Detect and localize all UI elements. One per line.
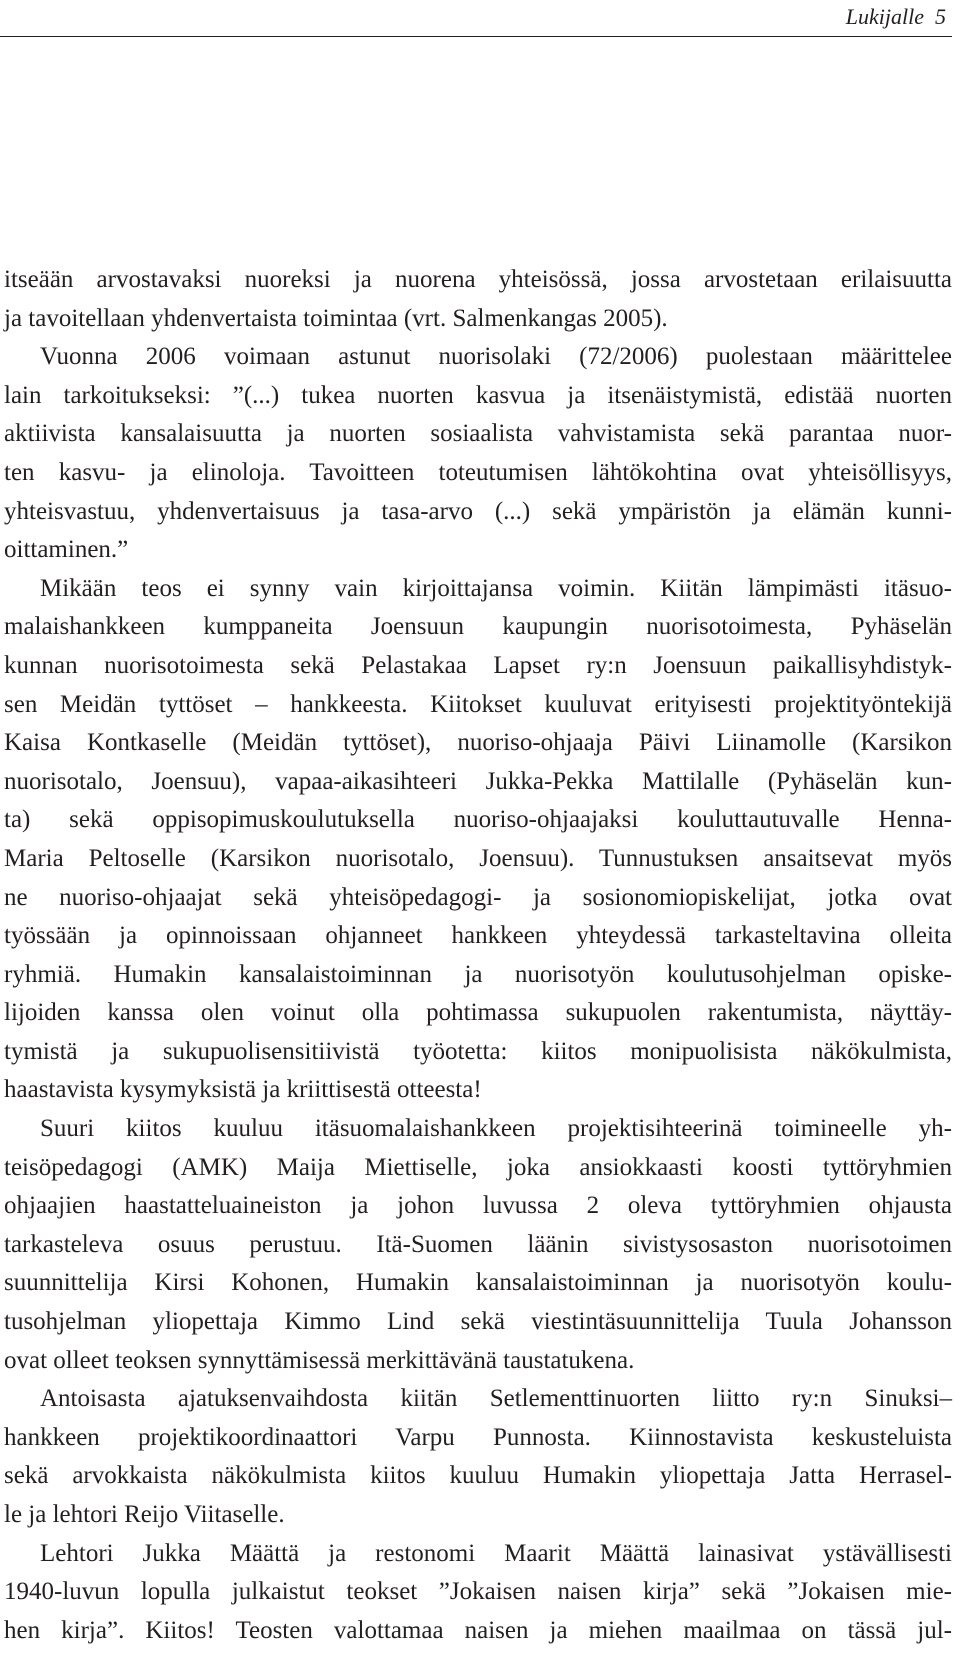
body-text (4, 261, 952, 1650)
text-line: työssään ja opinnoissaan ohjanneet hankkeen yhteydessä tarkasteltavina olleita (4, 922, 952, 950)
text-line: yhteisvastuu, yhdenvertaisuus ja tasa-arvo (...) sekä ympäristön ja elämän kunni- (4, 497, 952, 525)
paragraph-3 (4, 570, 952, 1110)
text-line: tarkasteleva osuus perustuu. Itä-Suomen läänin sivistysosaston nuorisotoimen (4, 1230, 952, 1258)
text-line: ta) sekä oppisopimuskoulutuksella nuoriso-ohjaajaksi kouluttautuvalle Henna- (4, 806, 952, 834)
paragraph-2 (4, 338, 952, 570)
text-line: sen Meidän tyttöset – hankkeesta. Kiitokset kuuluvat erityisesti projektityöntekijä (4, 690, 952, 718)
text-line: teisöpedagogi (AMK) Maija Miettiselle, joka ansiokkaasti koosti tyttöryhmien (4, 1153, 952, 1181)
text-line: 1940-luvun lopulla julkaistut teokset ”Jokaisen naisen kirja” sekä ”Jokaisen mie- (4, 1578, 952, 1606)
text-line: ovat olleet teoksen synnyttämisessä merkittävänä taustatukena. (4, 1346, 635, 1374)
text-line: malaishankkeen kumppaneita Joensuun kaupungin nuorisotoimesta, Pyhäselän (4, 613, 952, 641)
text-line: ne nuoriso-ohjaajat sekä yhteisöpedagogi- ja sosionomiopiskelijat, jotka ovat (4, 883, 952, 911)
text-line: le ja lehtori Reijo Viitaselle. (4, 1501, 285, 1528)
text-line: tusohjelman yliopettaja Kimmo Lind sekä viestintäsuunnittelija Tuula Johansson (4, 1308, 952, 1336)
text-line: hen kirja”. Kiitos! Teosten valottamaa naisen ja miehen maailmaa on tässä jul- (4, 1616, 952, 1644)
text-line: Vuonna 2006 voimaan astunut nuorisolaki (72/2006) puolestaan määrittelee (40, 343, 952, 371)
paragraph-1 (4, 261, 952, 338)
paragraph-5 (4, 1380, 952, 1534)
page-number: 5 (935, 4, 946, 29)
text-line: oittaminen.” (4, 536, 129, 564)
text-line: itseään arvostavaksi nuoreksi ja nuorena yhteisössä, jossa arvostetaan erilaisuutta (4, 266, 952, 293)
text-line: Kaisa Kontkaselle (Meidän tyttöset), nuoriso-ohjaaja Päivi Liinamolle (Karsikon (4, 729, 952, 757)
text-line: haastavista kysymyksistä ja kriittisestä otteesta! (4, 1076, 482, 1104)
text-line: ten kasvu- ja elinoloja. Tavoitteen toteutumisen lähtökohtina ovat yhteisöllisyys, (4, 458, 952, 486)
text-line: Lehtori Jukka Määttä ja restonomi Maarit Määttä lainasivat ystävällisesti (40, 1539, 952, 1567)
text-line: hankkeen projektikoordinaattori Varpu Punnosta. Kiinnostavista keskusteluista (4, 1423, 952, 1451)
text-line: Antoisasta ajatuksenvaihdosta kiitän Setlementtinuorten liitto ry:n Sinuksi– (40, 1385, 952, 1413)
text-line: Maria Peltoselle (Karsikon nuorisotalo, Joensuu). Tunnustuksen ansaitsevat myös (4, 844, 952, 872)
text-line: Mikään teos ei synny vain kirjoittajansa voimin. Kiitän lämpimästi itäsuo- (40, 574, 952, 602)
text-line: ryhmiä. Humakin kansalaistoiminnan ja nuorisotyön koulutusohjelman opiske- (4, 960, 952, 988)
text-line: ohjaajien haastatteluaineiston ja johon luvussa 2 oleva tyttöryhmien ohjausta (4, 1192, 952, 1220)
text-line: lijoiden kanssa olen voinut olla pohtimassa sukupuolen rakentumista, näyttäy- (4, 999, 952, 1027)
text-line: lain tarkoitukseksi: ”(...) tukea nuorten kasvua ja itsenäistymistä, edistää nuorten (4, 381, 952, 409)
text-line: aktiivista kansalaisuutta ja nuorten sosiaalista vahvistamista sekä parantaa nuor- (4, 420, 952, 448)
text-line: tymistä ja sukupuolisensitiivistä työotetta: kiitos monipuolisista näkökulmista, (4, 1037, 952, 1065)
paragraph-6 (4, 1535, 952, 1651)
text-line: suunnittelija Kirsi Kohonen, Humakin kansalaistoiminnan ja nuorisotyön koulu- (4, 1269, 952, 1297)
text-line: nuorisotalo, Joensuu), vapaa-aikasihteeri Jukka-Pekka Mattilalle (Pyhäselän kun- (4, 767, 952, 795)
running-title: Lukijalle 5 (845, 4, 946, 29)
paragraph-4 (4, 1110, 952, 1380)
text-line: Suuri kiitos kuuluu itäsuomalaishankkeen projektisihteerinä toimineelle yh- (40, 1115, 952, 1143)
running-header (0, 0, 952, 37)
text-line: sekä arvokkaista näkökulmista kiitos kuuluu Humakin yliopettaja Jatta Herrasel- (4, 1462, 952, 1490)
text-line: kunnan nuorisotoimesta sekä Pelastakaa Lapset ry:n Joensuun paikallisyhdistyk- (4, 651, 952, 679)
text-line: ja tavoitellaan yhdenvertaista toimintaa (vrt. Salmenkangas 2005). (4, 304, 668, 332)
